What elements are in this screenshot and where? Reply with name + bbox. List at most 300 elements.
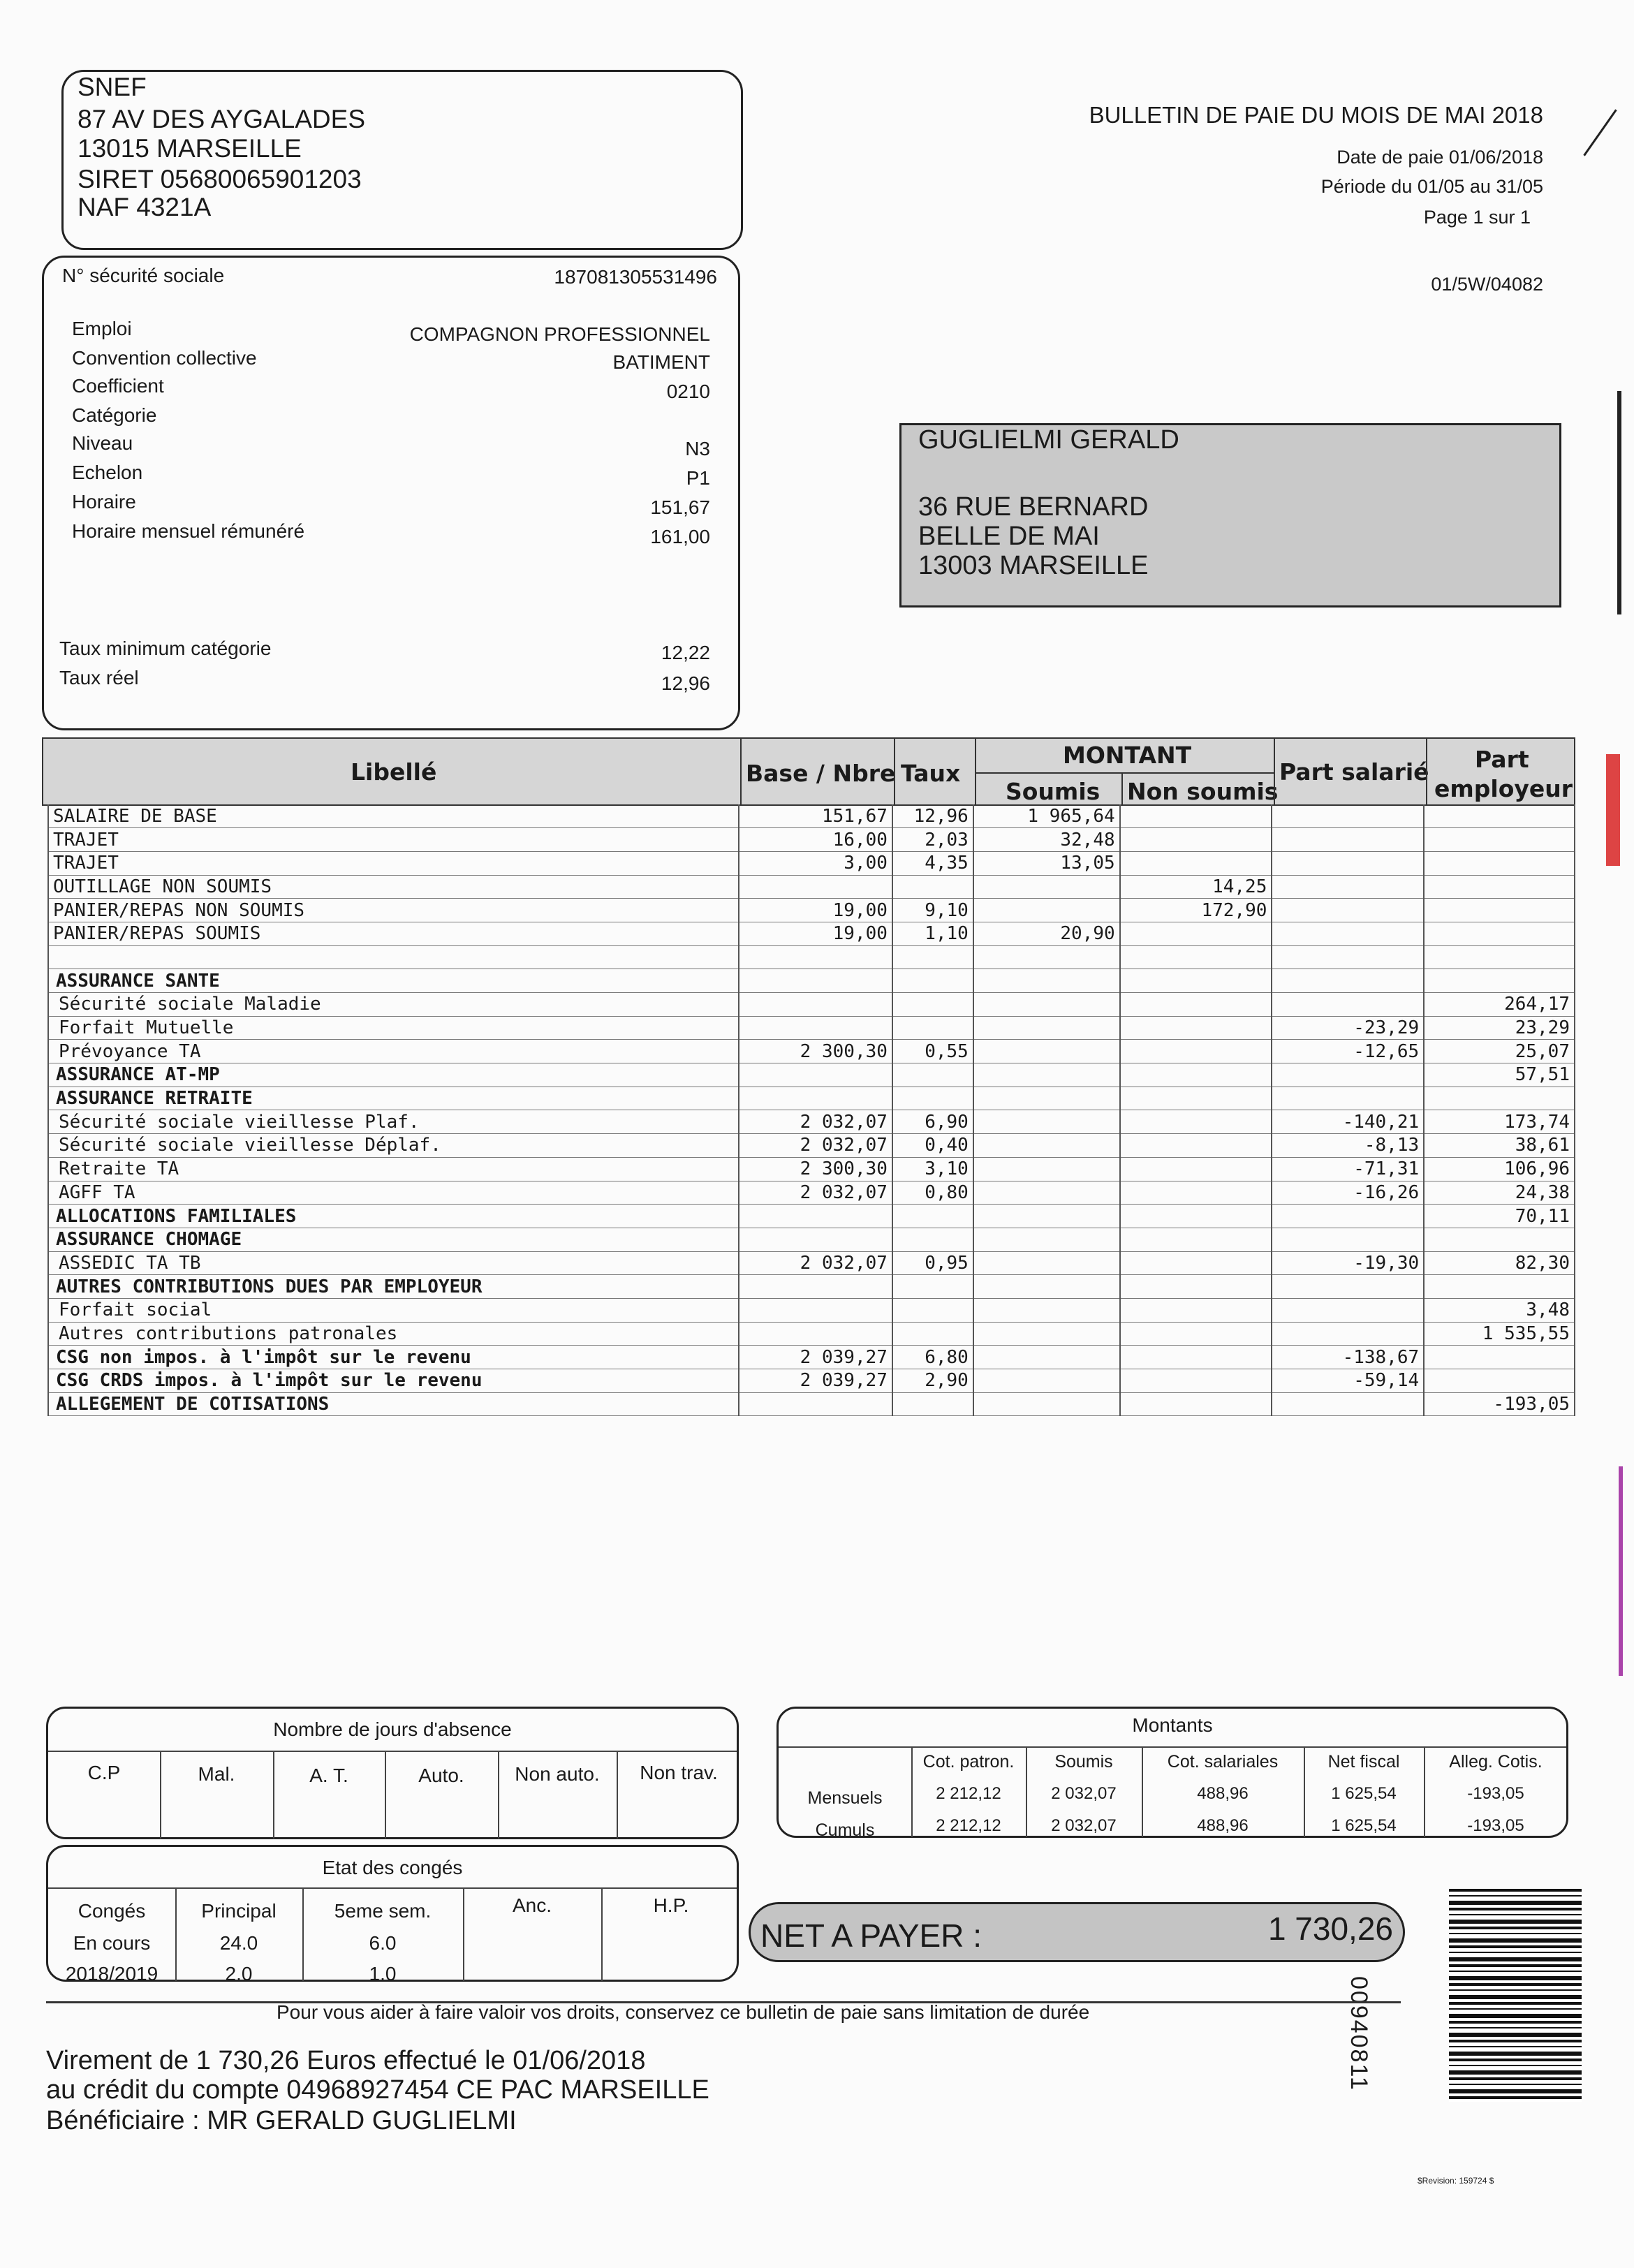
row-value <box>892 1063 973 1087</box>
row-value <box>892 969 973 993</box>
montants-cell: 1 625,54 <box>1331 1816 1397 1835</box>
montants-col: Net fiscal <box>1327 1752 1400 1772</box>
row-value: 106,96 <box>1424 1157 1575 1181</box>
row-value <box>892 1275 973 1299</box>
table-row <box>48 1322 1575 1346</box>
row-value <box>739 1063 892 1087</box>
row-label: Sécurité sociale vieillesse Déplaf. <box>48 1134 739 1158</box>
row-value: -59,14 <box>1272 1369 1424 1393</box>
conges-cell: 2.0 <box>225 1963 253 1984</box>
row-value: 172,90 <box>1120 899 1272 922</box>
field-label: Horaire <box>72 491 136 513</box>
row-value: 38,61 <box>1424 1134 1575 1158</box>
row-value: -16,26 <box>1272 1181 1424 1205</box>
row-value <box>1424 1228 1575 1251</box>
table-row <box>48 804 1575 828</box>
row-value: 25,07 <box>1424 1040 1575 1063</box>
montants-cell: -193,05 <box>1467 1784 1524 1803</box>
net-a-payer <box>749 1902 1405 1962</box>
row-label: Forfait Mutuelle <box>48 1016 739 1040</box>
net-label: NET A PAYER : <box>760 1917 982 1954</box>
row-value: 2 032,07 <box>739 1110 892 1134</box>
row-value: -19,30 <box>1272 1251 1424 1275</box>
corner-slash <box>1583 109 1617 156</box>
ss-value: 187081305531496 <box>554 266 717 288</box>
barcode <box>1449 1889 1582 2102</box>
montants-col: Soumis <box>1054 1752 1113 1772</box>
transfer-line-3: Bénéficiaire : MR GERALD GUGLIELMI <box>46 2106 517 2135</box>
row-value <box>739 1016 892 1040</box>
employer-street: 87 AV DES AYGALADES <box>78 105 366 133</box>
conges-cell: 2018/2019 <box>65 1963 159 1984</box>
row-value <box>1424 922 1575 945</box>
row-value <box>1272 1205 1424 1228</box>
row-value <box>739 1228 892 1251</box>
row-value <box>1120 1228 1272 1251</box>
revision: $Revision: 159724 $ <box>1418 2176 1494 2186</box>
row-label: OUTILLAGE NON SOUMIS <box>48 875 739 899</box>
absence-col: Mal. <box>198 1763 235 1785</box>
row-value <box>1120 922 1272 945</box>
montants-cell: 2 032,07 <box>1051 1784 1117 1803</box>
advice-text: Pour vous aider à faire valoir vos droits, conservez ce bulletin de paie sans limitation de durée <box>277 2001 1090 2023</box>
row-value <box>1120 993 1272 1017</box>
row-label: Forfait social <box>48 1298 739 1322</box>
page-number: Page 1 sur 1 <box>1423 207 1531 228</box>
header-taux: Taux <box>901 760 961 787</box>
row-value <box>973 1322 1120 1346</box>
row-value <box>1120 1298 1272 1322</box>
row-value <box>739 969 892 993</box>
row-value: 3,48 <box>1424 1298 1575 1322</box>
row-value <box>1120 1251 1272 1275</box>
row-value: 82,30 <box>1424 1251 1575 1275</box>
row-value <box>1120 1157 1272 1181</box>
conges-col: Principal <box>201 1900 277 1922</box>
row-value: 57,51 <box>1424 1063 1575 1087</box>
employee-info-box <box>42 256 740 730</box>
row-value <box>973 1181 1120 1205</box>
row-value <box>1272 851 1424 875</box>
row-value: 70,11 <box>1424 1205 1575 1228</box>
row-value <box>973 993 1120 1017</box>
absence-box <box>46 1707 739 1839</box>
field-label: Horaire mensuel rémunéré <box>72 520 305 542</box>
table-row <box>48 1369 1575 1393</box>
montants-cell: 488,96 <box>1197 1784 1249 1803</box>
montants-cell: 488,96 <box>1197 1816 1249 1835</box>
row-label: ASSURANCE CHOMAGE <box>48 1228 739 1251</box>
row-value <box>892 1392 973 1416</box>
row-value <box>1120 828 1272 852</box>
rate-value: 12,96 <box>661 672 710 694</box>
row-value: 1 535,55 <box>1424 1322 1575 1346</box>
table-row <box>48 1251 1575 1275</box>
row-value <box>973 1157 1120 1181</box>
header-part-employeur-2: employeur <box>1434 775 1573 802</box>
row-value: 151,67 <box>739 804 892 828</box>
row-value <box>1120 1392 1272 1416</box>
edge-mark <box>1606 754 1620 866</box>
row-value: 9,10 <box>892 899 973 922</box>
employer-siret: SIRET 05680065901203 <box>78 165 362 193</box>
row-value <box>1120 1087 1272 1110</box>
row-value <box>973 1205 1120 1228</box>
row-value <box>973 1251 1120 1275</box>
row-value <box>1424 1369 1575 1393</box>
row-value <box>1120 1016 1272 1040</box>
row-label: TRAJET <box>48 828 739 852</box>
table-row <box>48 851 1575 875</box>
row-value: 2 300,30 <box>739 1157 892 1181</box>
row-value <box>739 875 892 899</box>
row-value <box>973 1228 1120 1251</box>
row-value <box>1120 1134 1272 1158</box>
rate-value: 12,22 <box>661 642 710 663</box>
row-value: 3,10 <box>892 1157 973 1181</box>
table-header <box>42 737 1575 806</box>
row-value: -140,21 <box>1272 1110 1424 1134</box>
table-row <box>48 993 1575 1017</box>
row-value: 0,80 <box>892 1181 973 1205</box>
row-value <box>1272 1322 1424 1346</box>
row-value <box>1272 1298 1424 1322</box>
header-non-soumis: Non soumis <box>1127 778 1279 805</box>
row-value <box>1272 969 1424 993</box>
header-soumis: Soumis <box>1006 778 1101 805</box>
header-part-salarie: Part salarié <box>1279 758 1429 786</box>
row-value <box>739 1298 892 1322</box>
row-value: 2,90 <box>892 1369 973 1393</box>
row-value <box>1120 1110 1272 1134</box>
row-label: Retraite TA <box>48 1157 739 1181</box>
row-value <box>1120 1181 1272 1205</box>
table-row <box>48 1016 1575 1040</box>
row-value <box>892 1322 973 1346</box>
row-value <box>1120 1346 1272 1369</box>
table-row <box>48 1040 1575 1063</box>
row-value: 16,00 <box>739 828 892 852</box>
row-label: Sécurité sociale Maladie <box>48 993 739 1017</box>
row-value <box>739 1087 892 1110</box>
row-value: 2 032,07 <box>739 1181 892 1205</box>
row-value: 19,00 <box>739 899 892 922</box>
row-value <box>1120 1322 1272 1346</box>
montants-cell: 1 625,54 <box>1331 1784 1397 1803</box>
row-value <box>973 945 1120 969</box>
row-value: 2,03 <box>892 828 973 852</box>
row-value: 1 965,64 <box>973 804 1120 828</box>
table-row <box>48 1298 1575 1322</box>
row-value: 2 039,27 <box>739 1346 892 1369</box>
row-value <box>892 1298 973 1322</box>
row-value: 23,29 <box>1424 1016 1575 1040</box>
montants-col: Alleg. Cotis. <box>1449 1752 1543 1772</box>
montants-title: Montants <box>1132 1714 1213 1736</box>
row-value: 19,00 <box>739 922 892 945</box>
row-value <box>1120 804 1272 828</box>
row-value: 6,80 <box>892 1346 973 1369</box>
row-label: AUTRES CONTRIBUTIONS DUES PAR EMPLOYEUR <box>48 1275 739 1299</box>
row-value: -138,67 <box>1272 1346 1424 1369</box>
row-value <box>1120 1275 1272 1299</box>
ss-label: N° sécurité sociale <box>62 265 225 286</box>
row-value <box>973 1392 1120 1416</box>
row-label: ALLOCATIONS FAMILIALES <box>48 1205 739 1228</box>
row-value <box>973 899 1120 922</box>
row-value <box>973 1346 1120 1369</box>
row-value <box>973 1134 1120 1158</box>
row-value <box>1120 1205 1272 1228</box>
row-label <box>48 945 739 969</box>
row-value <box>739 945 892 969</box>
header-base: Base / Nbre <box>746 760 896 787</box>
row-value <box>1424 828 1575 852</box>
table-row <box>48 969 1575 993</box>
row-value: 0,95 <box>892 1251 973 1275</box>
rate-label: Taux réel <box>59 667 139 688</box>
montants-col: Cot. patron. <box>922 1752 1015 1772</box>
row-value <box>1272 1063 1424 1087</box>
row-value <box>892 1228 973 1251</box>
montants-cell: 2 032,07 <box>1051 1816 1117 1835</box>
field-label: Echelon <box>72 462 143 483</box>
row-value: 0,55 <box>892 1040 973 1063</box>
row-value <box>1424 875 1575 899</box>
recipient-street: 36 RUE BERNARD <box>918 492 1149 522</box>
field-label: Niveau <box>72 432 133 454</box>
field-value: 161,00 <box>650 526 710 547</box>
table-row <box>48 1063 1575 1087</box>
row-label: TRAJET <box>48 851 739 875</box>
row-value <box>973 1110 1120 1134</box>
conges-cell: En cours <box>73 1932 151 1954</box>
row-value <box>1424 1346 1575 1369</box>
row-value: -71,31 <box>1272 1157 1424 1181</box>
row-value <box>1272 1228 1424 1251</box>
montants-row-label: Mensuels <box>807 1788 883 1808</box>
conges-title: Etat des congés <box>322 1857 463 1878</box>
row-label: CSG non impos. à l'impôt sur le revenu <box>48 1346 739 1369</box>
conges-box <box>46 1845 739 1982</box>
row-value <box>1424 945 1575 969</box>
row-value: 24,38 <box>1424 1181 1575 1205</box>
row-value <box>892 1205 973 1228</box>
pay-period: Période du 01/05 au 31/05 <box>1320 176 1543 197</box>
header-montant: MONTANT <box>1063 742 1192 769</box>
absence-col: Non trav. <box>640 1762 718 1783</box>
field-label: Convention collective <box>72 347 257 369</box>
row-value: -8,13 <box>1272 1134 1424 1158</box>
row-label: Prévoyance TA <box>48 1040 739 1063</box>
absence-col: Auto. <box>418 1765 464 1786</box>
conges-col: H.P. <box>653 1894 689 1916</box>
row-value <box>1272 993 1424 1017</box>
row-value <box>1272 1392 1424 1416</box>
recipient-district: BELLE DE MAI <box>918 522 1100 551</box>
field-label: Catégorie <box>72 404 157 426</box>
pay-date: Date de paie 01/06/2018 <box>1337 147 1543 168</box>
row-value <box>973 969 1120 993</box>
field-value: 151,67 <box>650 496 710 518</box>
field-value: N3 <box>685 438 710 459</box>
conges-cell: 6.0 <box>369 1932 397 1954</box>
row-value: 4,35 <box>892 851 973 875</box>
field-value: P1 <box>686 467 710 489</box>
table-row <box>48 1110 1575 1134</box>
transfer-line-2: au crédit du compte 04968927454 CE PAC MARSEILLE <box>46 2075 709 2105</box>
payroll-table <box>47 804 1575 1416</box>
field-label: Emploi <box>72 318 132 339</box>
row-label: PANIER/REPAS SOUMIS <box>48 922 739 945</box>
row-value <box>739 993 892 1017</box>
row-label: ASSEDIC TA TB <box>48 1251 739 1275</box>
row-value: 20,90 <box>973 922 1120 945</box>
field-label: Coefficient <box>72 375 164 397</box>
table-row <box>48 1181 1575 1205</box>
field-value: BATIMENT <box>612 351 710 373</box>
row-value <box>892 993 973 1017</box>
conges-cell: 24.0 <box>219 1932 258 1954</box>
row-value <box>892 1087 973 1110</box>
row-value <box>973 1369 1120 1393</box>
row-value: -23,29 <box>1272 1016 1424 1040</box>
row-value <box>1272 945 1424 969</box>
row-value: -193,05 <box>1424 1392 1575 1416</box>
row-value <box>892 945 973 969</box>
recipient-name: GUGLIELMI GERALD <box>918 425 1179 455</box>
row-value <box>973 1016 1120 1040</box>
row-value: 2 032,07 <box>739 1134 892 1158</box>
row-value <box>1424 851 1575 875</box>
row-value: 173,74 <box>1424 1110 1575 1134</box>
row-label: AGFF TA <box>48 1181 739 1205</box>
row-value: 12,96 <box>892 804 973 828</box>
montants-cell: -193,05 <box>1467 1816 1524 1835</box>
row-value <box>973 875 1120 899</box>
table-row <box>48 945 1575 969</box>
row-value <box>1272 922 1424 945</box>
absence-col: C.P <box>87 1762 121 1783</box>
row-label: Autres contributions patronales <box>48 1322 739 1346</box>
row-value: 6,90 <box>892 1110 973 1134</box>
recipient-address-box <box>899 423 1561 608</box>
table-row <box>48 1275 1575 1299</box>
row-label: ASSURANCE AT-MP <box>48 1063 739 1087</box>
table-row <box>48 1346 1575 1369</box>
row-value: 264,17 <box>1424 993 1575 1017</box>
table-row <box>48 1157 1575 1181</box>
row-value <box>1272 804 1424 828</box>
row-value: 2 300,30 <box>739 1040 892 1063</box>
conges-col: 5eme sem. <box>334 1900 432 1922</box>
employer-naf: NAF 4321A <box>78 193 212 221</box>
montants-col: Cot. salariales <box>1167 1752 1279 1772</box>
row-value <box>1120 945 1272 969</box>
row-value: -12,65 <box>1272 1040 1424 1063</box>
reference-code: 01/5W/04082 <box>1431 274 1543 295</box>
row-value <box>1272 875 1424 899</box>
row-value <box>892 875 973 899</box>
recipient-city: 13003 MARSEILLE <box>918 551 1149 580</box>
row-value: 1,10 <box>892 922 973 945</box>
conges-cell: 1.0 <box>369 1963 397 1984</box>
employer-name: SNEF <box>78 73 147 101</box>
row-value <box>739 1322 892 1346</box>
row-value <box>1424 899 1575 922</box>
row-label: SALAIRE DE BASE <box>48 804 739 828</box>
absence-title: Nombre de jours d'absence <box>273 1718 512 1740</box>
row-value <box>1424 1275 1575 1299</box>
rate-label: Taux minimum catégorie <box>59 638 272 659</box>
row-value <box>1272 1275 1424 1299</box>
row-value <box>973 1275 1120 1299</box>
field-value: COMPAGNON PROFESSIONNEL <box>409 323 710 345</box>
table-row <box>48 899 1575 922</box>
table-row <box>48 828 1575 852</box>
edge-mark <box>1619 1466 1623 1676</box>
montants-cell: 2 212,12 <box>936 1784 1001 1803</box>
field-value: 0210 <box>666 381 710 402</box>
row-value <box>1120 1369 1272 1393</box>
conges-col: Congés <box>78 1900 146 1922</box>
row-value <box>1424 969 1575 993</box>
absence-col: Non auto. <box>515 1763 600 1785</box>
row-value <box>1272 899 1424 922</box>
row-value <box>973 1063 1120 1087</box>
row-value <box>739 1392 892 1416</box>
montants-cell: 2 212,12 <box>936 1816 1001 1835</box>
row-value: 3,00 <box>739 851 892 875</box>
transfer-line-1: Virement de 1 730,26 Euros effectué le 01/06/2018 <box>46 2046 646 2075</box>
row-value <box>1272 1087 1424 1110</box>
header-part-employeur-1: Part <box>1475 746 1529 773</box>
header-libelle: Libellé <box>351 758 437 786</box>
table-row <box>48 922 1575 945</box>
row-value: 14,25 <box>1120 875 1272 899</box>
table-row <box>48 1205 1575 1228</box>
row-value <box>1120 851 1272 875</box>
conges-col: Anc. <box>512 1894 552 1916</box>
table-row <box>48 1392 1575 1416</box>
row-label: PANIER/REPAS NON SOUMIS <box>48 899 739 922</box>
row-label: CSG CRDS impos. à l'impôt sur le revenu <box>48 1369 739 1393</box>
table-row <box>48 1228 1575 1251</box>
row-value <box>739 1205 892 1228</box>
row-value <box>1120 1040 1272 1063</box>
row-label: Sécurité sociale vieillesse Plaf. <box>48 1110 739 1134</box>
montants-row-label: Cumuls <box>815 1820 875 1840</box>
row-label: ALLEGEMENT DE COTISATIONS <box>48 1392 739 1416</box>
montants-box <box>776 1707 1568 1838</box>
row-value: 32,48 <box>973 828 1120 852</box>
employer-box <box>61 70 743 250</box>
row-value <box>973 1087 1120 1110</box>
net-amount: 1 730,26 <box>1267 1910 1393 1947</box>
row-value <box>739 1275 892 1299</box>
table-row <box>48 1087 1575 1110</box>
row-value: 13,05 <box>973 851 1120 875</box>
row-value: 2 032,07 <box>739 1251 892 1275</box>
edge-mark <box>1617 391 1621 614</box>
row-value: 2 039,27 <box>739 1369 892 1393</box>
absence-col: A. T. <box>309 1765 348 1786</box>
row-label: ASSURANCE RETRAITE <box>48 1087 739 1110</box>
row-value <box>1424 1087 1575 1110</box>
table-row <box>48 875 1575 899</box>
row-label: ASSURANCE SANTE <box>48 969 739 993</box>
row-value <box>892 1016 973 1040</box>
